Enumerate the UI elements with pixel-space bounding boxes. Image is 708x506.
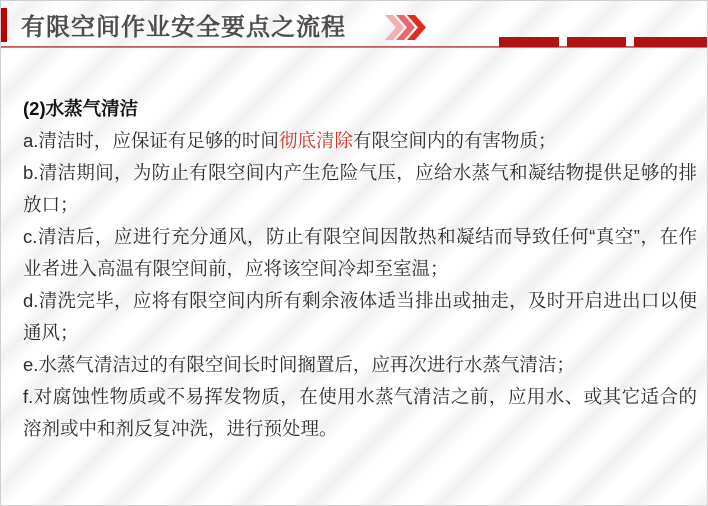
bullet-a-post: 有限空间内的有害物质； [352, 130, 557, 151]
slide-body [23, 93, 697, 445]
triple-chevron-right-icon [385, 15, 431, 40]
bullet-item-c: c.清洁后，应进行充分通风，防止有限空间因散热和凝结而导致任何“真空”，在作业者进入高温有限空间前，应将该空间冷却至室温； [23, 226, 697, 279]
bullet-item-d: d.清洗完毕，应将有限空间内所有剩余液体适当排出或抽走，及时开启进出口以便通风； [23, 290, 697, 343]
bullet-a-pre: a.清洁时，应保证有足够的时间 [23, 130, 279, 151]
header-bar-3 [634, 37, 708, 47]
page-title: 有限空间作业安全要点之流程 [21, 14, 346, 41]
bullet-item-b: b.清洁期间，为防止有限空间内产生危险气压，应给水蒸气和凝结物提供足够的排放口； [23, 162, 697, 215]
bullet-item-f: f.对腐蚀性物质或不易挥发物质，在使用水蒸气清洁之前，应用水、或其它适合的溶剂或中和剂反复冲洗，进行预处理。 [23, 386, 697, 439]
bullet-a-highlight: 彻底清除 [278, 130, 353, 151]
title-accent-bar [1, 8, 7, 42]
bullet-item-a [23, 125, 697, 157]
slide-header [1, 1, 707, 63]
bullet-item-e: e.水蒸气清洁过的有限空间长时间搁置后，应再次进行水蒸气清洁； [23, 354, 575, 375]
header-bar-2 [567, 37, 626, 47]
header-bar-1 [499, 37, 559, 47]
section-heading: (2)水蒸气清洁 [23, 98, 139, 119]
